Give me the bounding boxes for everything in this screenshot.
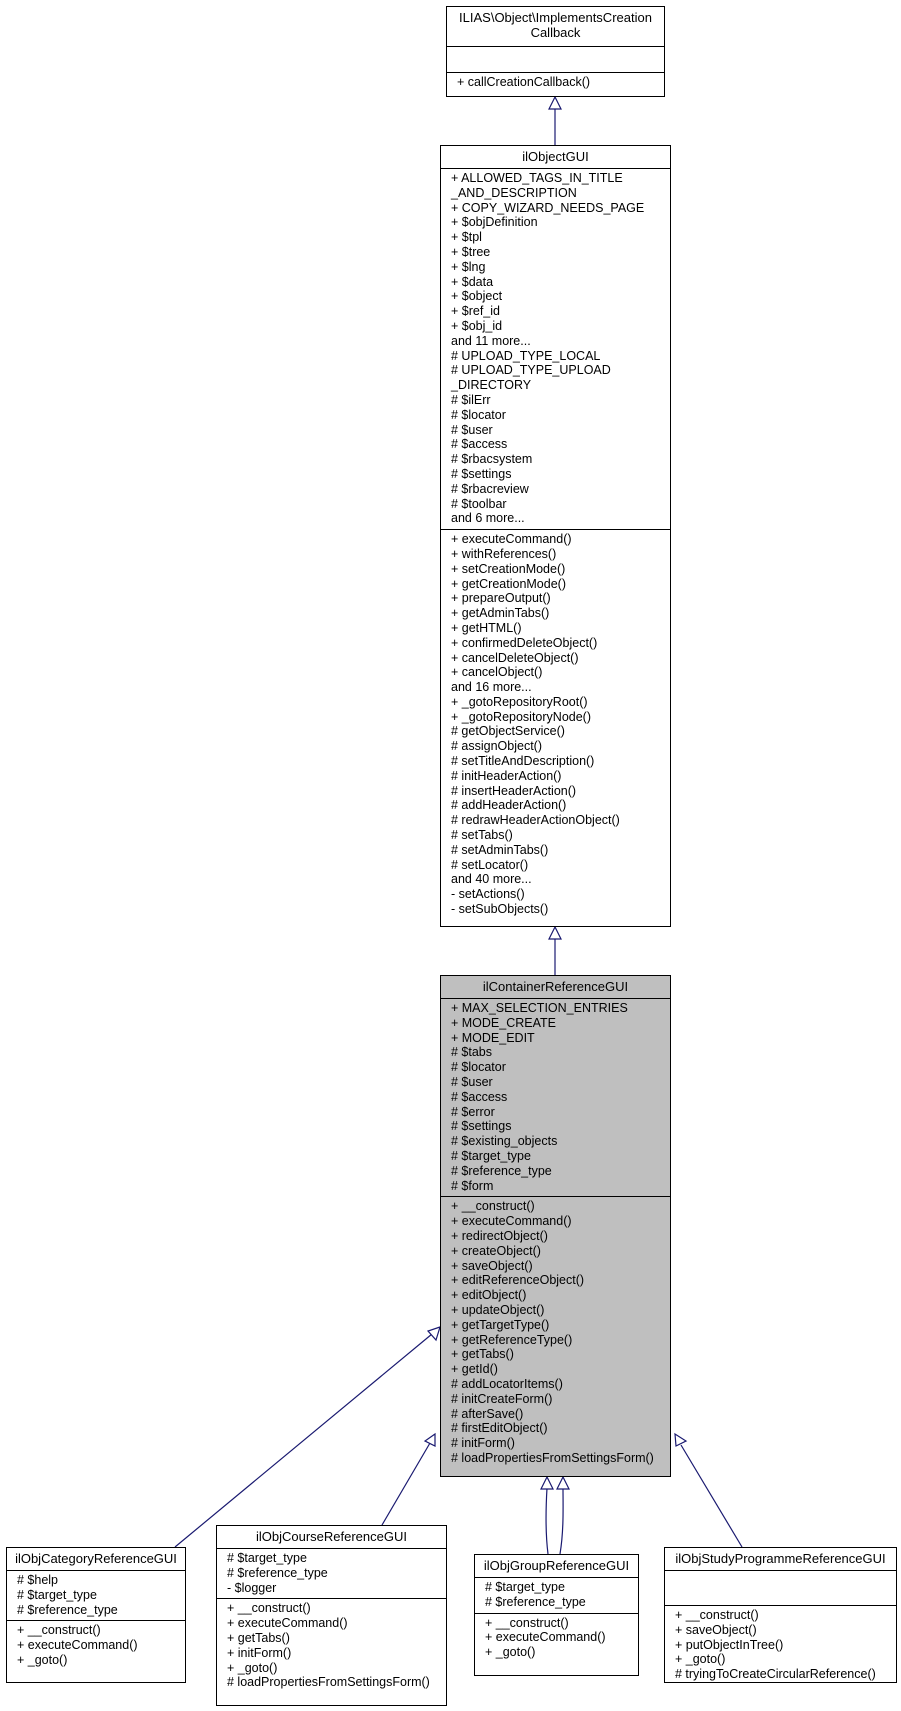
- method-item: + __construct(): [451, 1199, 535, 1214]
- arrowhead-container-group-a: [541, 1477, 553, 1489]
- attribute-item: + ALLOWED_TAGS_IN_TITLE: [451, 171, 623, 185]
- attribute-item: # $target_type: [227, 1551, 307, 1565]
- method-item: + executeCommand(): [451, 1214, 572, 1229]
- attributes-section: [441, 169, 670, 530]
- methods-section: [475, 1614, 638, 1663]
- attribute-item: # $target_type: [485, 1580, 565, 1594]
- attribute-item: # $access: [451, 1089, 508, 1104]
- attribute-item: # $settings: [451, 466, 512, 481]
- attribute-item: # $toolbar: [451, 496, 507, 511]
- method-item: + getHTML(): [451, 620, 522, 635]
- methods-section: [217, 1599, 446, 1693]
- method-item: # addHeaderAction(): [451, 798, 567, 813]
- arrowhead-container-group-b: [557, 1477, 569, 1489]
- methods-section: [7, 1621, 185, 1670]
- attribute-item: # $reference_type: [227, 1565, 328, 1580]
- attribute-item: # $user: [451, 422, 493, 437]
- method-item: # firstEditObject(): [451, 1421, 548, 1436]
- attribute-item: # $target_type: [451, 1148, 531, 1163]
- arrowhead-container-studyprog: [675, 1434, 686, 1446]
- attributes-section: [475, 1578, 638, 1614]
- method-item: + executeCommand(): [485, 1630, 606, 1645]
- method-item: + editObject(): [451, 1288, 527, 1303]
- attribute-item: # $user: [451, 1074, 493, 1089]
- method-item: + updateObject(): [451, 1302, 545, 1317]
- arrowhead-container-category: [428, 1327, 440, 1340]
- method-item: # loadPropertiesFromSettingsForm(): [227, 1675, 430, 1690]
- method-item: + _goto(): [227, 1660, 278, 1675]
- attribute-item: # $locator: [451, 407, 506, 422]
- attribute-item: # $access: [451, 437, 508, 452]
- method-item: # addLocatorItems(): [451, 1376, 563, 1391]
- method-item: + getTabs(): [227, 1630, 290, 1645]
- method-item: + setCreationMode(): [451, 561, 566, 576]
- method-item: + getReferenceType(): [451, 1332, 573, 1347]
- method-item: + createObject(): [451, 1243, 541, 1258]
- method-item: + prepareOutput(): [451, 591, 551, 606]
- method-item: # setTitleAndDescription(): [451, 754, 595, 769]
- attribute-item: # $reference_type: [17, 1602, 118, 1617]
- class-title: ilObjCategoryReferenceGUI: [7, 1548, 185, 1571]
- method-item: + _gotoRepositoryNode(): [451, 709, 592, 724]
- method-item: - setActions(): [451, 887, 525, 902]
- method-item: + redirectObject(): [451, 1228, 548, 1243]
- edge-group-to-containerref-b: [560, 1488, 563, 1554]
- class-title: ilContainerReferenceGUI: [441, 976, 670, 999]
- attribute-item: # $ilErr: [451, 392, 491, 407]
- attribute-item: # UPLOAD_TYPE_LOCAL: [451, 348, 601, 363]
- method-item: + __construct(): [675, 1608, 759, 1622]
- class-implements-creation-callback[interactable]: [446, 6, 665, 97]
- attribute-item: # UPLOAD_TYPE_UPLOAD: [451, 363, 611, 378]
- attributes-section: [665, 1571, 896, 1606]
- attribute-item: + $obj_id: [451, 318, 503, 333]
- arrowhead-objectgui: [549, 927, 561, 939]
- method-item: + __construct(): [17, 1623, 101, 1638]
- method-item: # insertHeaderAction(): [451, 783, 577, 798]
- attribute-item: # $reference_type: [485, 1594, 586, 1609]
- class-ilobjcategoryreferencegui[interactable]: [6, 1547, 186, 1683]
- edge-category-to-containerref: [175, 1334, 432, 1547]
- attribute-item: # $rbacreview: [451, 481, 529, 496]
- attribute-item: + $tree: [451, 244, 491, 259]
- attribute-item: _DIRECTORY: [451, 378, 532, 393]
- method-item: + initForm(): [227, 1645, 292, 1660]
- attribute-item: + COPY_WIZARD_NEEDS_PAGE: [451, 200, 645, 215]
- method-item: # assignObject(): [451, 739, 543, 754]
- method-item: + getAdminTabs(): [451, 606, 550, 621]
- method-item: + cancelDeleteObject(): [451, 650, 579, 665]
- method-item: # setLocator(): [451, 857, 529, 872]
- attributes-section: [441, 999, 670, 1197]
- method-item: - setSubObjects(): [451, 902, 549, 917]
- class-title: ilObjCourseReferenceGUI: [217, 1526, 446, 1549]
- method-item: + executeCommand(): [227, 1616, 348, 1631]
- method-item: # afterSave(): [451, 1406, 524, 1421]
- method-item: + executeCommand(): [17, 1638, 138, 1653]
- methods-section: [441, 1197, 670, 1468]
- method-item: + _goto(): [17, 1652, 68, 1667]
- attribute-item: # $reference_type: [451, 1163, 552, 1178]
- method-more: and 40 more...: [451, 872, 532, 887]
- class-title: ilObjStudyProgrammeReferenceGUI: [665, 1548, 896, 1571]
- attribute-item: # $settings: [451, 1119, 512, 1134]
- attribute-item: # $form: [451, 1178, 494, 1193]
- attribute-more: and 6 more...: [451, 511, 525, 526]
- attribute-item: _AND_DESCRIPTION: [451, 185, 577, 200]
- attribute-item: # $rbacsystem: [451, 452, 533, 467]
- attribute-item: + MODE_CREATE: [451, 1015, 556, 1030]
- attributes-section: [217, 1549, 446, 1599]
- methods-section: [665, 1606, 896, 1685]
- method-item: + __construct(): [227, 1601, 311, 1616]
- class-ilcontainerreferencegui[interactable]: [440, 975, 671, 1477]
- attributes-section: [7, 1571, 185, 1621]
- class-ilobjgroupreferencegui[interactable]: [474, 1554, 639, 1676]
- method-item: + getId(): [451, 1362, 498, 1377]
- class-title: ilObjectGUI: [441, 146, 670, 169]
- method-item: + getTargetType(): [451, 1317, 550, 1332]
- method-item: + executeCommand(): [451, 532, 572, 547]
- method-more: and 16 more...: [451, 680, 532, 695]
- edge-group-to-containerref-a: [546, 1488, 548, 1554]
- method-item: # initCreateForm(): [451, 1391, 553, 1406]
- class-title: ilObjGroupReferenceGUI: [475, 1555, 638, 1578]
- method-item: + __construct(): [485, 1615, 569, 1630]
- method-item: + editReferenceObject(): [451, 1273, 585, 1288]
- arrowhead-container-course: [425, 1434, 435, 1446]
- class-ilobjcoursereferencegui[interactable]: [216, 1525, 447, 1706]
- method-item: # redrawHeaderActionObject(): [451, 813, 620, 828]
- attribute-item: - $logger: [227, 1580, 277, 1595]
- method-item: # getObjectService(): [451, 724, 565, 739]
- method-item: + getCreationMode(): [451, 576, 566, 591]
- method-item: # initForm(): [451, 1436, 515, 1451]
- method-call-creation-callback: + callCreationCallback(): [457, 75, 591, 89]
- method-item: + cancelObject(): [451, 665, 543, 680]
- class-title-line-2: Callback: [530, 25, 581, 40]
- method-item: + _goto(): [485, 1645, 536, 1660]
- attribute-item: + $object: [451, 289, 503, 304]
- attribute-item: + $ref_id: [451, 304, 500, 319]
- method-item: + getTabs(): [451, 1347, 514, 1362]
- attribute-item: # $help: [17, 1573, 59, 1587]
- attribute-item: # $target_type: [17, 1587, 97, 1602]
- method-item: # initHeaderAction(): [451, 768, 562, 783]
- edge-studyprog-to-containerref: [681, 1445, 742, 1547]
- edge-course-to-containerref: [382, 1443, 430, 1525]
- attributes-section: [447, 47, 664, 73]
- attribute-item: + MODE_EDIT: [451, 1030, 535, 1045]
- class-ilobjstudyprogrammereferencegui[interactable]: [664, 1547, 897, 1683]
- attribute-item: # $existing_objects: [451, 1134, 558, 1149]
- method-item: # setTabs(): [451, 828, 513, 843]
- method-item: + confirmedDeleteObject(): [451, 635, 598, 650]
- method-item: + putObjectInTree(): [675, 1637, 784, 1652]
- method-item: + _gotoRepositoryRoot(): [451, 694, 588, 709]
- arrowhead-callback: [549, 97, 561, 109]
- method-item: + saveObject(): [675, 1622, 757, 1637]
- method-item: + _goto(): [675, 1652, 726, 1667]
- attribute-item: + MAX_SELECTION_ENTRIES: [451, 1001, 628, 1015]
- attribute-item: # $error: [451, 1104, 495, 1119]
- method-item: # loadPropertiesFromSettingsForm(): [451, 1450, 654, 1465]
- attribute-item: + $objDefinition: [451, 215, 538, 230]
- method-item: # tryingToCreateCircularReference(): [675, 1667, 876, 1682]
- attribute-item: + $lng: [451, 259, 486, 274]
- attribute-item: + $tpl: [451, 230, 482, 245]
- method-item: # setAdminTabs(): [451, 842, 549, 857]
- attribute-item: + $data: [451, 274, 494, 289]
- class-title-line-1: ILIAS\Object\ImplementsCreation: [459, 10, 652, 25]
- attribute-item: # $tabs: [451, 1045, 493, 1060]
- method-item: + withReferences(): [451, 546, 557, 561]
- attribute-item: # $locator: [451, 1060, 506, 1075]
- attribute-more: and 11 more...: [451, 333, 531, 348]
- methods-section: [447, 73, 664, 93]
- methods-section: [441, 530, 670, 920]
- class-ilobjectgui[interactable]: [440, 145, 671, 927]
- method-item: + saveObject(): [451, 1258, 533, 1273]
